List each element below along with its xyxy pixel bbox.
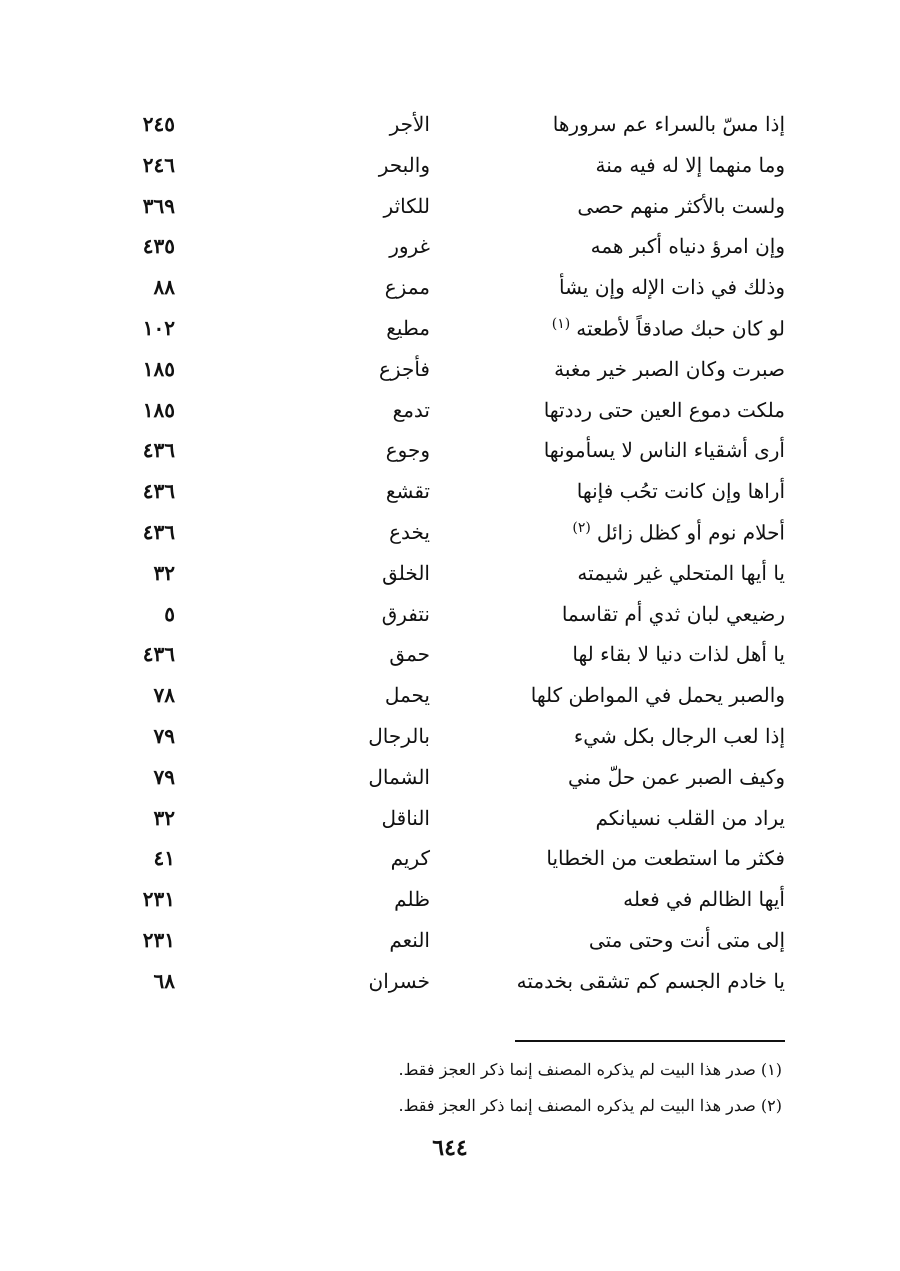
page-reference: ٧٨: [153, 683, 175, 708]
footnotes: [102, 1055, 782, 1127]
verse-label: صبرت وكان الصبر خير مغبة: [554, 356, 785, 381]
rhyme-word: ظلم: [394, 887, 430, 912]
verse-text: [544, 398, 785, 422]
verse-label: لو كان حبك صادقاً لأطعته: [576, 316, 785, 341]
index-row: [105, 149, 785, 190]
verse-label: ملكت دموع العين حتى رددتها: [543, 397, 785, 422]
index-row: [105, 842, 785, 883]
rhyme-word: خسران: [368, 968, 430, 993]
index-row: [105, 638, 785, 679]
verse-label: وإن امرؤ دنياه أكبر همه: [590, 234, 785, 259]
page-reference: ٣٦٩: [142, 193, 175, 218]
verse-text: [562, 602, 785, 626]
verse-label: أيها الظالم في فعله: [623, 887, 785, 912]
page-reference: ٤٣٦: [142, 479, 175, 504]
page-reference: ٤٣٦: [142, 438, 175, 463]
verse-label: يراد من القلب نسيانكم: [595, 805, 785, 830]
verse-label: إذا مسّ بالسراء عم سرورها: [552, 112, 785, 136]
rhyme-word: مطيع: [386, 315, 430, 340]
verse-text: [577, 479, 785, 503]
rhyme-word: للكاثر: [383, 193, 430, 218]
page-reference: ٧٩: [153, 764, 175, 789]
rhyme-word: نتفرق: [381, 601, 430, 626]
rhyme-word: فأجزع: [379, 356, 430, 381]
verse-label: أراها وإن كانت تحُب فإنها: [576, 479, 785, 504]
verse-label: وذلك في ذات الإله وإن يشأ: [558, 275, 785, 300]
verse-text: [596, 153, 785, 177]
page-reference: ٥: [164, 601, 175, 626]
page-reference: ٤٣٦: [142, 519, 175, 544]
index-row: [105, 802, 785, 843]
index-row: [105, 353, 785, 394]
rhyme-word: تقشع: [385, 479, 430, 504]
index-row: [105, 475, 785, 516]
rhyme-word: حمق: [389, 642, 430, 667]
page-reference: ٢٣١: [142, 887, 175, 912]
index-row: [105, 516, 785, 557]
verse-label: رضيعي لبان ثدي أم تقاسما: [561, 601, 785, 626]
verse-text: [531, 683, 785, 707]
rhyme-word: الأجر: [389, 112, 430, 136]
page-reference: ٤٣٦: [142, 642, 175, 667]
index-row: [105, 883, 785, 924]
verse-index-table: [105, 108, 785, 1006]
rhyme-word: تدمع: [392, 397, 430, 422]
page-reference: ٤٣٥: [142, 234, 175, 259]
page-reference: ٢٤٥: [142, 112, 175, 136]
verse-text: [568, 765, 785, 789]
page-reference: ٣٢: [153, 805, 175, 830]
rhyme-word: النعم: [389, 927, 430, 952]
index-row: [105, 190, 785, 231]
footnote-marker: (٢): [572, 519, 591, 536]
verse-label: وكيف الصبر عمن حلّ مني: [567, 764, 785, 789]
page-reference: ٤١: [153, 846, 175, 871]
verse-text: [591, 234, 785, 258]
rhyme-word: الشمال: [368, 764, 430, 789]
page-reference: ٢٣١: [142, 927, 175, 952]
verse-text: [572, 642, 785, 666]
footnote-1: (١) صدر هذا البيت لم يذكره المصنف إنما ذكر العجز فقط.: [398, 1060, 782, 1079]
rhyme-word: وجوع: [385, 438, 430, 463]
rhyme-word: غرور: [389, 234, 430, 259]
verse-text: [559, 275, 785, 299]
page-reference: ٣٢: [153, 560, 175, 585]
verse-text: [577, 561, 785, 585]
page-reference: ٧٩: [153, 723, 175, 748]
verse-text: [544, 438, 785, 462]
index-row: [105, 965, 785, 1006]
index-row: [105, 312, 785, 353]
rhyme-word: ممزع: [384, 275, 430, 300]
verse-label: إلى متى أنت وحتى متى: [588, 927, 785, 952]
verse-text: [572, 520, 785, 545]
footnote-separator: [515, 1040, 785, 1042]
verse-text: [589, 928, 785, 952]
verse-text: [554, 357, 785, 381]
index-row: [105, 230, 785, 271]
verse-label: والصبر يحمل في المواطن كلها: [530, 683, 785, 708]
verse-text: [517, 969, 785, 993]
verse-label: يا خادم الجسم كم تشقى بخدمته: [516, 968, 785, 993]
index-row: [105, 271, 785, 312]
verse-label: فكثر ما استطعت من الخطايا: [546, 846, 785, 871]
index-row: [105, 720, 785, 761]
page-reference: ١٠٢: [142, 315, 175, 340]
verse-label: يا أيها المتحلي غير شيمته: [577, 560, 785, 585]
verse-label: إذا لعب الرجال بكل شيء: [573, 723, 785, 748]
index-row: [105, 108, 785, 149]
verse-text: [553, 112, 785, 136]
index-row: [105, 679, 785, 720]
verse-label: ولست بالأكثر منهم حصى: [577, 193, 785, 218]
index-row: [105, 761, 785, 802]
page-number: ٦٤٤: [432, 1135, 468, 1161]
page-reference: ٨٨: [153, 275, 175, 300]
verse-text: [574, 724, 785, 748]
verse-label: أرى أشقياء الناس لا يسأمونها: [543, 438, 785, 463]
verse-text: [577, 194, 785, 218]
index-row: [105, 598, 785, 639]
rhyme-word: يحمل: [384, 683, 430, 708]
verse-text: [546, 846, 785, 870]
page-reference: ٦٨: [153, 968, 175, 993]
verse-text: [595, 806, 785, 830]
rhyme-word: بالرجال: [368, 723, 430, 748]
page-reference: ٢٤٦: [142, 152, 175, 177]
verse-label: أحلام نوم أو كظل زائل: [596, 520, 785, 545]
rhyme-word: كريم: [390, 846, 430, 871]
verse-text: [623, 887, 785, 911]
page-reference: ١٨٥: [142, 397, 175, 422]
rhyme-word: يخدع: [389, 519, 430, 544]
index-row: [105, 557, 785, 598]
rhyme-word: الخلق: [382, 560, 430, 585]
page-reference: ١٨٥: [142, 356, 175, 381]
footnote-2: (٢) صدر هذا البيت لم يذكره المصنف إنما ذكر العجز فقط.: [398, 1096, 782, 1115]
index-row: [105, 394, 785, 435]
rhyme-word: الناقل: [381, 805, 430, 830]
index-row: [105, 924, 785, 965]
index-row: [105, 434, 785, 475]
verse-text: [552, 316, 785, 341]
footnote-marker: (١): [551, 315, 571, 332]
rhyme-word: والبحر: [378, 152, 430, 177]
verse-label: يا أهل لذات دنيا لا بقاء لها: [572, 642, 785, 667]
verse-label: وما منهما إلا له فيه منة: [595, 152, 785, 177]
